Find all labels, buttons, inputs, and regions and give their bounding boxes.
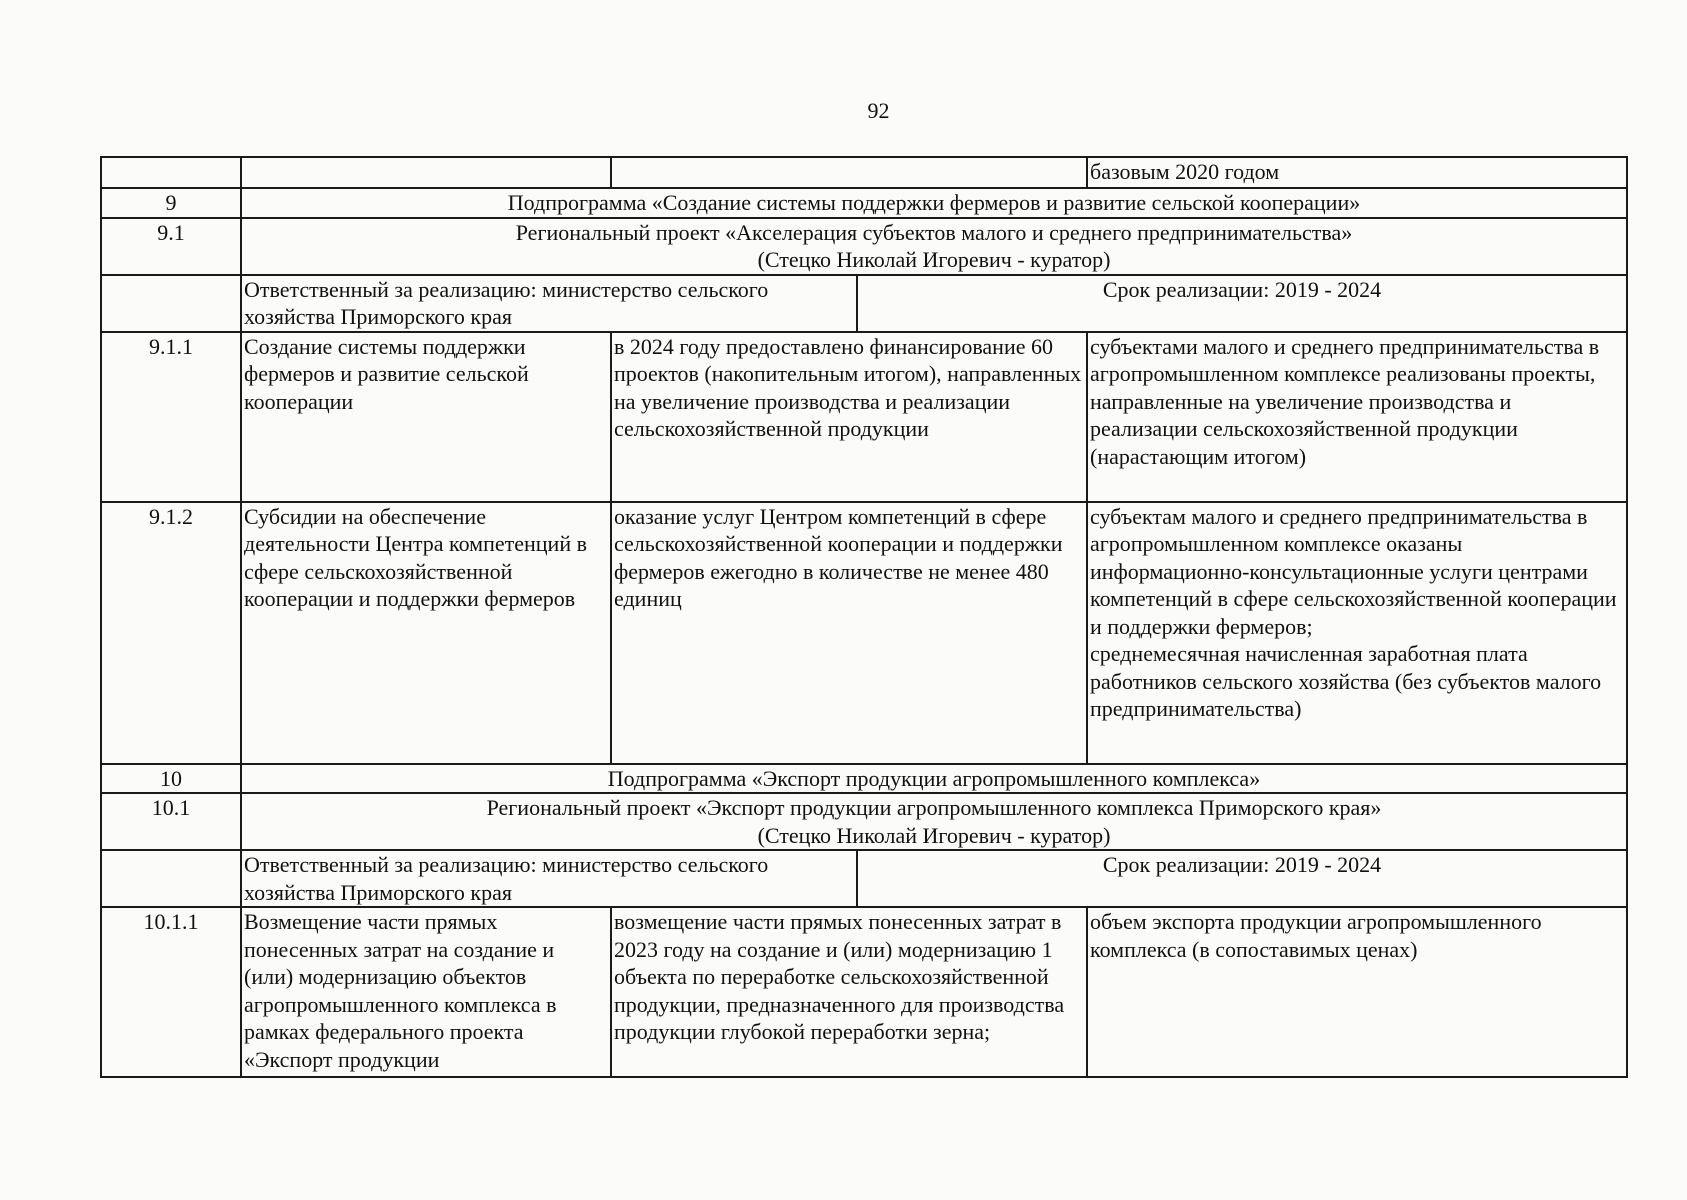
project-row: [101, 218, 1627, 275]
project-title-cell: [241, 793, 1627, 850]
cell-indicator: [1087, 502, 1627, 764]
responsible-row: [101, 850, 1627, 907]
cell-name: Возмещение части прямых понесенных затрат на создание и (или) модернизацию объектов агропромышленного комплекса в рамках федерального проекта «Экспорт продукции: [241, 907, 611, 1077]
cell-number: 10: [101, 764, 241, 794]
subprogram-title: Подпрограмма «Экспорт продукции агропромышленного комплекса»: [241, 764, 1627, 794]
cell-name: Создание системы поддержки фермеров и развитие сельской кооперации: [241, 332, 611, 502]
cell-number: 9.1: [101, 218, 241, 275]
subprogram-row: [101, 764, 1627, 794]
term-cell: Срок реализации: 2019 - 2024: [857, 850, 1627, 907]
cell-number: 10.1: [101, 793, 241, 850]
table-row: [101, 502, 1627, 764]
cell-number: [101, 850, 241, 907]
indicator-text: среднемесячная начисленная заработная плата работников сельского хозяйства (без субъектов малого предпринимательства): [1090, 641, 1602, 721]
table-row: [101, 157, 1627, 188]
responsible-row: [101, 275, 1627, 332]
measures-table: [100, 156, 1628, 1078]
table-row: [101, 907, 1627, 1077]
responsible-cell: Ответственный за реализацию: министерство сельского хозяйства Приморского края: [241, 850, 857, 907]
project-title: Региональный проект «Акселерация субъектов малого и среднего предпринимательства»: [515, 219, 1353, 245]
project-curator: (Стецко Николай Игоревич - куратор): [757, 247, 1111, 272]
cell-name: [241, 157, 611, 188]
cell-number: [101, 157, 241, 188]
project-row: [101, 793, 1627, 850]
page-number: 92: [867, 98, 890, 123]
cell-number: 9.1.1: [101, 332, 241, 502]
cell-indicator: базовым 2020 годом: [1087, 157, 1627, 188]
cell-result: [611, 157, 1087, 188]
cell-indicator: субъектами малого и среднего предпринимательства в агропромышленном комплексе реализованы проекты, направленные на увеличение производства и реализации сельскохозяйственной продукции (нарастающим итогом): [1087, 332, 1627, 502]
project-curator: (Стецко Николай Игоревич - куратор): [757, 822, 1111, 848]
subprogram-title: Подпрограмма «Создание системы поддержки фермеров и развитие сельской кооперации»: [241, 188, 1627, 218]
cell-number: [101, 275, 241, 332]
project-title: Региональный проект «Экспорт продукции агропромышленного комплекса Приморского края»: [486, 795, 1382, 820]
responsible-cell: Ответственный за реализацию: министерство сельского хозяйства Приморского края: [241, 275, 857, 332]
project-title-cell: [241, 218, 1627, 275]
indicator-text: субъектам малого и среднего предпринимательства в агропромышленном комплексе оказаны информационно-консультационные услуги центрами компетенций в сфере сельскохозяйственной кооперации и поддержки фермеров;: [1090, 503, 1617, 639]
cell-result: в 2024 году предоставлено финансирование 60 проектов (накопительным итогом), направленных на увеличение производства и реализации сельскохозяйственной продукции: [611, 332, 1087, 502]
subprogram-row: [101, 188, 1627, 218]
cell-result: оказание услуг Центром компетенций в сфере сельскохозяйственной кооперации и поддержки фермеров ежегодно в количестве не менее 480 единиц: [611, 502, 1087, 764]
cell-indicator: объем экспорта продукции агропромышленного комплекса (в сопоставимых ценах): [1087, 907, 1627, 1077]
table-row: [101, 332, 1627, 502]
cell-name: Субсидии на обеспечение деятельности Центра компетенций в сфере сельскохозяйственной кооперации и поддержки фермеров: [241, 502, 611, 764]
term-cell: Срок реализации: 2019 - 2024: [857, 275, 1627, 332]
cell-result: возмещение части прямых понесенных затрат в 2023 году на создание и (или) модернизацию 1 объекта по переработке сельскохозяйственной продукции, предназначенного для производства продукции глубокой переработки зерна;: [611, 907, 1087, 1077]
cell-number: 9.1.2: [101, 502, 241, 764]
cell-number: 10.1.1: [101, 907, 241, 1077]
cell-number: 9: [101, 188, 241, 218]
